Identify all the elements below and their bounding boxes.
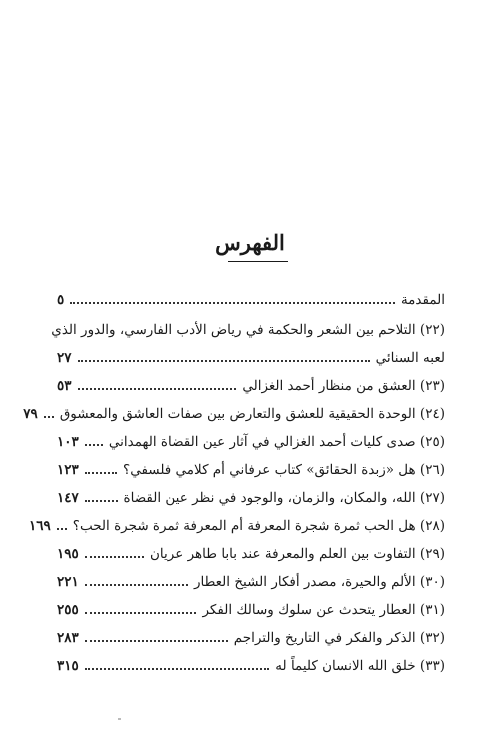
dot-leader [85, 500, 118, 502]
dot-leader [85, 612, 197, 614]
dot-leader [85, 556, 144, 558]
toc-entry-text: الذكر والفكر في التاريخ والتراجم [233, 630, 416, 646]
toc-entry-text: صدى كليات أحمد الغزالي في آثار عين القضاة الهمداني [108, 434, 416, 450]
page-title: الفهرس [215, 230, 285, 255]
toc-entry-title: المقدمة [400, 292, 445, 308]
toc-entry-25[interactable] [57, 428, 445, 456]
toc-page-number: ٧٩ [23, 406, 38, 422]
dot-leader [85, 640, 228, 642]
toc-entry-number: (٢٨) [419, 518, 445, 534]
toc-entry-number: (٢٥) [419, 434, 445, 450]
dot-leader [70, 302, 395, 304]
toc-entry-number: (٢٩) [419, 546, 445, 562]
toc-entry-number: (٣١) [419, 602, 445, 618]
toc-entry-title [67, 512, 445, 540]
toc-entry-text: خلق الله الانسان كليماً له [275, 658, 416, 674]
dot-leader [57, 528, 67, 530]
toc-entry-title [236, 372, 445, 400]
toc-page-number: ٥٣ [57, 378, 72, 394]
toc-entry-text: التفاوت بين العلم والمعرفة عند بابا طاهر عريان [150, 546, 416, 562]
toc-entry-introduction[interactable] [57, 286, 445, 314]
toc-entry-text: هل الحب ثمرة شجرة المعرفة أم المعرفة ثمرة شجرة الحب؟ [72, 518, 416, 534]
toc-entry-title: التلاحم بين الشعر والحكمة في رياض الأدب الفارسي، والدور الذي [51, 322, 416, 338]
dot-leader [78, 388, 237, 390]
toc-entry-24[interactable] [23, 400, 445, 428]
toc-page-number: ١٤٧ [57, 490, 79, 506]
toc-entry-text: العطار يتحدث عن سلوك وسالك الفكر [202, 602, 416, 618]
toc-entry-33[interactable] [57, 652, 445, 680]
toc-entry-32[interactable] [57, 624, 445, 652]
toc-entry-text: الله، والمكان، والزمان، والوجود في نظر عين القضاة [123, 490, 416, 506]
dot-leader [85, 668, 270, 670]
toc-page-number: ٥ [57, 292, 65, 308]
toc-entry-title: لعبه السنائي [375, 350, 445, 366]
toc-entry-text: الوحدة الحقيقية للعشق والتعارض بين صفات العاشق والمعشوق [59, 406, 416, 422]
toc-entry-23[interactable] [57, 372, 445, 400]
toc-entry-number: (٢٣) [419, 378, 445, 394]
toc-entry-number: (٢٦) [419, 462, 445, 478]
toc-page-number: ٢٨٣ [57, 630, 79, 646]
dot-leader [44, 416, 54, 418]
toc-entry-number: (٢٢) [419, 322, 445, 338]
toc-entry-number: (٣٢) [419, 630, 445, 646]
dot-leader [85, 584, 188, 586]
toc-page-number: ٢٢١ [57, 574, 79, 590]
toc-entry-title [118, 484, 445, 512]
toc-page-number: ١٠٣ [57, 434, 79, 450]
toc-entry-28[interactable] [29, 512, 445, 540]
toc-entry-text: العشق من منظار أحمد الغزالي [242, 378, 416, 394]
toc-entry-title [54, 400, 445, 428]
toc-page-number: ١٦٩ [29, 518, 51, 534]
toc-entry-27[interactable] [57, 484, 445, 512]
toc-entry-text: الألم والحيرة، مصدر أفكار الشيخ العطار [193, 574, 416, 590]
toc-page-number: ٣١٥ [57, 658, 79, 674]
toc-entry-title [188, 568, 445, 596]
toc-entry-22[interactable] [51, 316, 445, 344]
scan-speck [118, 718, 121, 720]
toc-page-number: ٢٥٥ [57, 602, 79, 618]
toc-entry-number: (٢٧) [419, 490, 445, 506]
toc-page-number: ١٢٣ [57, 462, 79, 478]
toc-entry-title [144, 540, 445, 568]
toc-entry-number: (٣٣) [419, 658, 445, 674]
toc-entry-31[interactable] [57, 596, 445, 624]
toc-entry-title [117, 456, 445, 484]
toc-entry-title [269, 652, 445, 680]
toc-page-number: ١٩٥ [57, 546, 79, 562]
toc-entry-22-continued[interactable] [57, 344, 445, 372]
dot-leader [78, 360, 370, 362]
toc-entry-number: (٢٤) [419, 406, 445, 422]
toc-entry-29[interactable] [57, 540, 445, 568]
dot-leader [85, 444, 103, 446]
toc-entry-title [228, 624, 445, 652]
toc-entry-26[interactable] [57, 456, 445, 484]
toc-entry-number: (٣٠) [419, 574, 445, 590]
toc-page-number: ٢٧ [57, 350, 72, 366]
toc-entry-title [103, 428, 445, 456]
toc-entry-text: هل «زبدة الحقائق» كتاب عرفاني أم كلامي فلسفي؟ [123, 462, 416, 478]
toc-entry-title [196, 596, 445, 624]
title-underline [228, 261, 288, 262]
dot-leader [85, 472, 117, 474]
toc-entry-30[interactable] [57, 568, 445, 596]
